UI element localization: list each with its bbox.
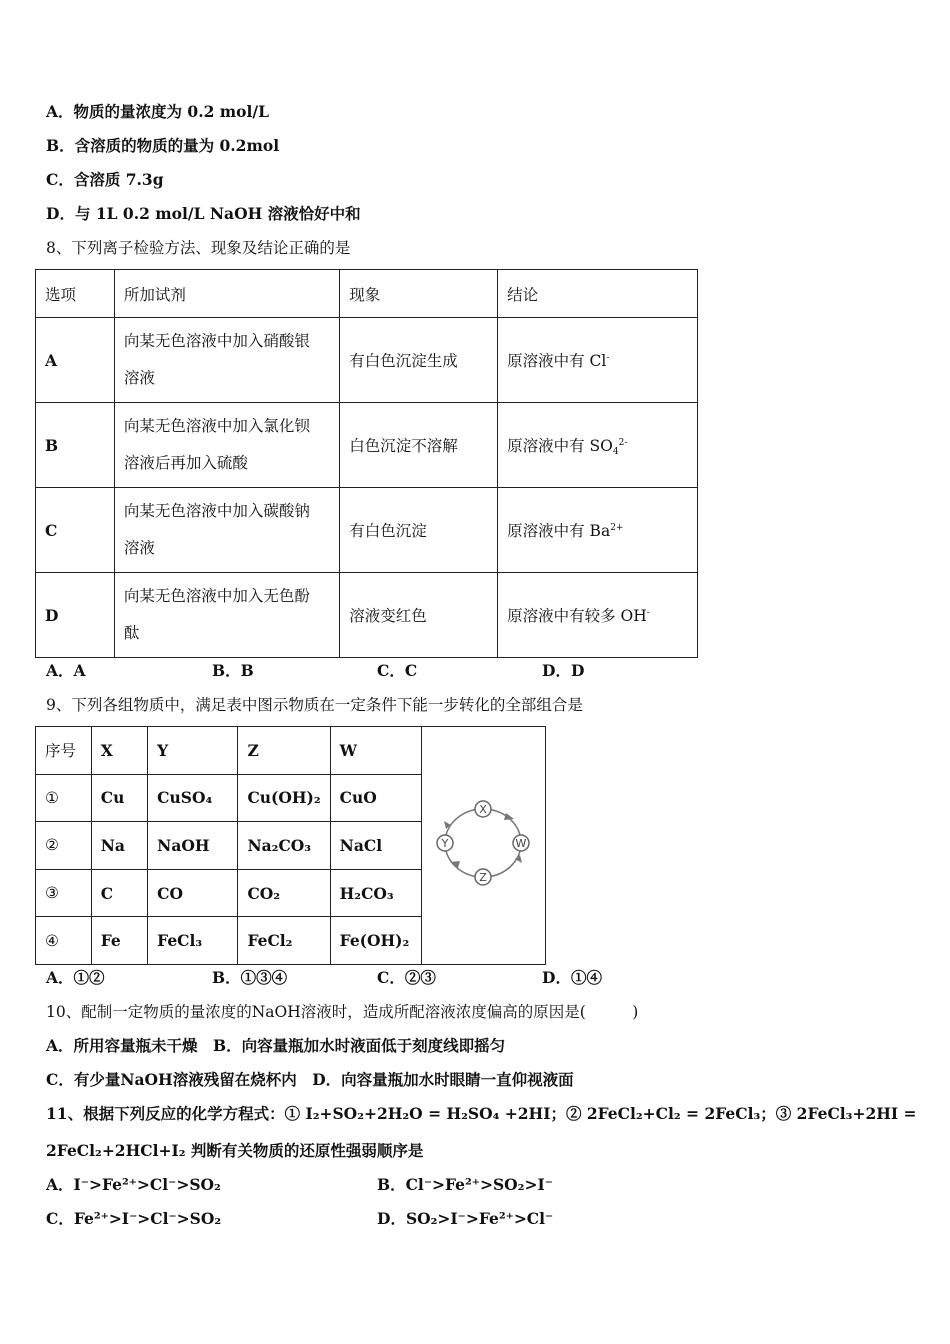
q8-row-conclusion: 原溶液中有较多 OH- [498,573,698,658]
q10-options-line2: C．有少量NaOH溶液残留在烧杯内 D．向容量瓶加水时眼睛一直仰视液面 [46,1070,574,1089]
q8-row-phenomenon: 白色沉淀不溶解 [340,403,498,488]
q9-header-z: Z [238,727,330,775]
q9-cell-x: C [91,869,147,917]
q8-row-option: C [36,488,115,573]
q9-cell-index: ③ [36,869,92,917]
q8-header-phenomenon: 现象 [340,270,498,318]
q11-option-c: C．Fe²⁺>I⁻>Cl⁻>SO₂ [46,1209,222,1228]
q8-row-d [36,573,698,658]
q9-stem: 9、下列各组物质中，满足表中图示物质在一定条件下能一步转化的全部组合是 [46,696,583,714]
q9-header-w: W [330,727,421,775]
q8-row-option: D [36,573,115,658]
q9-header-row [36,727,546,775]
q8-choice-c: C．C [377,661,418,680]
q9-cell-w: H₂CO₃ [330,869,421,917]
svg-text:Z: Z [479,871,488,885]
q8-row-option: A [36,318,115,403]
q8-row-reagent: 向某无色溶液中加入碳酸钠 溶液 [114,488,339,573]
q8-row-phenomenon: 有白色沉淀 [340,488,498,573]
q9-cell-z: CO₂ [238,869,330,917]
q8-table [35,269,698,658]
q8-row-conclusion: 原溶液中有 $SO_4^{2-}$ [498,403,698,488]
q8-row-reagent: 向某无色溶液中加入硝酸银 溶液 [114,318,339,403]
q8-header-row [36,270,698,318]
q8-row-a [36,318,698,403]
q9-cell-index: ② [36,822,92,870]
q11-stem-line2: 2FeCl₂+2HCl+I₂ 判断有关物质的还原性强弱顺序是 [46,1141,424,1160]
q9-cell-y: NaOH [148,822,238,870]
q11-stem-line1: 11、根据下列反应的化学方程式：① I₂+SO₂+2H₂O = H₂SO₄ +2HI；② 2FeCl₂+Cl₂ = 2FeCl₃；③ 2FeCl₃+2HI = [46,1104,917,1123]
q8-choice-a: A．A [46,661,86,680]
q9-cell-z: Na₂CO₃ [238,822,330,870]
q9-choice-d: D．①④ [542,968,602,987]
q9-cell-index: ① [36,774,92,822]
q9-node-w [513,835,529,851]
q9-node-x [475,801,491,817]
q11-option-a: A．I⁻>Fe²⁺>Cl⁻>SO₂ [46,1175,221,1194]
svg-text:Y: Y [441,837,449,851]
q7-option-b: B．含溶质的物质的量为 0.2mol [46,136,280,155]
q8-row-phenomenon: 溶液变红色 [340,573,498,658]
q8-row-b [36,403,698,488]
q9-header-index: 序号 [36,727,92,775]
q11-option-d: D．SO₂>I⁻>Fe²⁺>Cl⁻ [377,1209,554,1228]
q9-cell-w: NaCl [330,822,421,870]
q9-diagram-cell [421,727,545,965]
q9-choice-b: B．①③④ [212,968,288,987]
q10-stem: 10、配制一定物质的量浓度的NaOH溶液时，造成所配溶液浓度偏高的原因是( ) [46,1003,639,1021]
svg-text:X: X [479,803,488,817]
q8-row-c [36,488,698,573]
q8-row-reagent: 向某无色溶液中加入无色酚 酞 [114,573,339,658]
q9-header-y: Y [148,727,238,775]
q8-header-conclusion: 结论 [498,270,698,318]
q7-option-c: C．含溶质 7.3g [46,170,164,189]
q9-cell-index: ④ [36,917,92,965]
q9-table [35,726,546,965]
q7-option-a: A．物质的量浓度为 0.2 mol/L [46,102,269,121]
q9-cell-w: Fe(OH)₂ [330,917,421,965]
q9-cell-y: CuSO₄ [148,774,238,822]
q7-option-d: D．与 1L 0.2 mol/L NaOH 溶液恰好中和 [46,204,361,223]
q8-row-conclusion: 原溶液中有 Cl- [498,318,698,403]
q9-cell-y: CO [148,869,238,917]
q9-cell-z: Cu(OH)₂ [238,774,330,822]
q9-cell-z: FeCl₂ [238,917,330,965]
q9-header-x: X [91,727,147,775]
q8-choice-b: B．B [212,661,254,680]
q8-stem: 8、下列离子检验方法、现象及结论正确的是 [46,239,351,257]
q8-row-conclusion: 原溶液中有 $Ba^{2+}$ [498,488,698,573]
q9-node-z [475,869,491,885]
q8-row-phenomenon: 有白色沉淀生成 [340,318,498,403]
q9-node-y [437,835,453,851]
q10-options-line1: A．所用容量瓶未干燥 B．向容量瓶加水时液面低于刻度线即摇匀 [46,1036,506,1055]
q9-cell-x: Fe [91,917,147,965]
q8-choice-d: D．D [542,661,585,680]
q9-cycle-diagram [428,793,538,893]
q9-choice-a: A．①② [46,968,105,987]
q11-option-b: B．Cl⁻>Fe²⁺>SO₂>I⁻ [377,1175,553,1194]
q9-choice-c: C．②③ [377,968,436,987]
q9-cell-y: FeCl₃ [148,917,238,965]
q8-header-reagent: 所加试剂 [114,270,339,318]
svg-text:W: W [515,837,527,851]
q9-cell-w: CuO [330,774,421,822]
q9-cell-x: Na [91,822,147,870]
q8-row-option: B [36,403,115,488]
q8-row-reagent: 向某无色溶液中加入氯化钡 溶液后再加入硫酸 [114,403,339,488]
q8-header-option: 选项 [36,270,115,318]
q9-cell-x: Cu [91,774,147,822]
